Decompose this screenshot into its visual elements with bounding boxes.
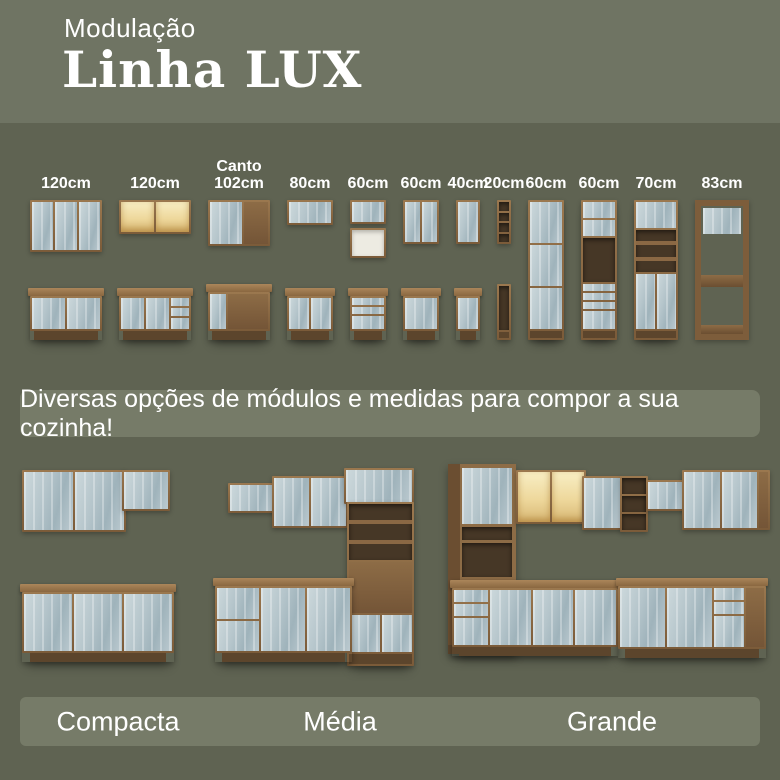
open-shelf <box>499 213 509 222</box>
base-cabinet-left <box>452 580 618 656</box>
module-graphic <box>30 200 102 340</box>
drawer-column <box>454 590 488 645</box>
module-graphic <box>350 200 386 340</box>
module-size-label: 20cm <box>483 175 525 193</box>
module-graphic <box>581 200 617 340</box>
module-80 <box>287 175 333 340</box>
lighted-interior <box>552 472 584 522</box>
header-band <box>0 0 780 123</box>
drawer-column <box>171 298 189 329</box>
counter-top <box>616 578 768 586</box>
glass-door <box>530 245 562 286</box>
module-120-2 <box>119 175 191 340</box>
lighted-wall-cabinet <box>516 470 586 524</box>
module-70-tall <box>634 175 678 340</box>
module-graphic <box>528 200 564 340</box>
plinth <box>407 331 435 340</box>
plinth <box>34 331 98 340</box>
module-graphic <box>403 200 439 340</box>
base-cabinet <box>403 288 439 340</box>
open-niche <box>462 543 512 577</box>
open-niche <box>583 238 615 282</box>
glass-door <box>490 590 531 645</box>
page-title: Linha LUX <box>62 40 363 99</box>
corner-panel <box>244 202 268 244</box>
module-graphic <box>497 200 511 340</box>
plinth <box>625 649 759 658</box>
niche-interior <box>352 230 384 256</box>
tall-tower <box>581 200 617 340</box>
kitchen-media <box>215 466 417 662</box>
glass-door <box>530 288 562 329</box>
wall-cabinet <box>344 468 414 504</box>
wood-shelf <box>636 257 676 261</box>
glass-door <box>405 298 437 329</box>
header-eyebrow: Modulação <box>64 13 196 43</box>
plinth <box>459 647 611 656</box>
plinth <box>460 331 476 340</box>
end-panel <box>759 472 768 528</box>
counter-top <box>20 584 176 592</box>
slim-base <box>497 284 511 340</box>
drawer-front <box>171 298 189 306</box>
open-shelf-tower <box>497 200 511 244</box>
drawer-base <box>350 288 386 340</box>
corner-base-cabinet <box>208 284 270 340</box>
wall-cabinet <box>272 476 348 528</box>
glass-door <box>210 202 242 244</box>
glass-door <box>722 472 758 528</box>
plinth <box>123 331 187 340</box>
wood-shelf <box>349 520 412 524</box>
module-60-tall-tower <box>578 175 620 340</box>
tall-shelf-tower <box>634 200 678 340</box>
open-shelf <box>499 234 509 243</box>
kitchen-compacta <box>22 466 194 662</box>
lighted-interior <box>156 202 189 232</box>
glass-door <box>349 615 380 652</box>
open-space <box>701 287 743 326</box>
module-60-niche <box>347 175 389 340</box>
module-graphic <box>287 200 333 340</box>
glass-door <box>210 294 226 329</box>
wall-cabinet <box>30 200 102 252</box>
module-40 <box>447 175 489 340</box>
kitchen-label-grande: Grande <box>566 706 658 736</box>
plinth <box>222 653 345 662</box>
drawer-front <box>171 308 189 316</box>
end-panel <box>746 588 764 647</box>
open-slot <box>462 527 512 540</box>
plinth <box>530 331 562 338</box>
glass-door <box>79 202 100 250</box>
module-size-label: 83cm <box>701 175 743 193</box>
glass-door <box>458 298 478 329</box>
tall-tower <box>347 502 414 666</box>
drawer-front <box>583 302 615 309</box>
glass-door <box>75 472 124 530</box>
glass-door <box>636 202 676 228</box>
glass-door <box>171 318 189 329</box>
microwave-niche <box>350 228 386 258</box>
drawer-front <box>454 604 488 616</box>
glass-door <box>74 594 122 651</box>
module-size-label: 80cm <box>289 175 331 193</box>
open-shelves <box>636 230 676 272</box>
doors <box>22 592 174 653</box>
drawer-front <box>583 293 615 300</box>
plinth <box>499 332 509 338</box>
glass-door <box>346 470 412 502</box>
glass-door <box>667 588 712 647</box>
glass-door <box>422 202 437 242</box>
counter-top <box>285 288 335 296</box>
wall-cabinet <box>646 480 686 511</box>
glass-door <box>124 594 172 651</box>
glass-door <box>684 472 720 528</box>
doors <box>30 296 102 331</box>
wood-shelf <box>701 275 743 287</box>
drawer-front <box>217 621 259 652</box>
drawer-front <box>454 618 488 645</box>
drawer-column <box>714 588 744 647</box>
kitchen-label-media: Média <box>303 706 377 736</box>
banner <box>20 384 760 442</box>
doors-and-drawers <box>618 586 766 649</box>
wall-cabinet <box>582 476 622 530</box>
wood-shelf <box>349 540 412 544</box>
counter-top <box>117 288 193 296</box>
glass-door <box>124 472 168 509</box>
glass-door <box>405 202 420 242</box>
base-cabinet-right <box>618 578 766 658</box>
glass-door <box>121 298 144 329</box>
lower-doors <box>349 615 412 652</box>
glass-door <box>533 590 574 645</box>
module-size-label: Canto 102cm <box>214 157 264 193</box>
doors <box>456 296 480 331</box>
base-cabinet <box>119 288 191 340</box>
drawer-front <box>352 298 384 305</box>
wall-cabinet <box>403 200 439 244</box>
plinth <box>30 653 166 662</box>
drawer-front <box>583 284 615 291</box>
plinth <box>583 331 615 338</box>
wall-group <box>350 200 386 258</box>
drawer-front <box>454 590 488 602</box>
open-space <box>701 236 743 275</box>
plinth <box>291 331 329 340</box>
glass-door <box>703 208 741 234</box>
wall-cabinet <box>22 470 126 532</box>
counter-top <box>348 288 388 296</box>
glass-door <box>636 274 655 329</box>
lighted-interior <box>121 202 154 232</box>
drawer-front <box>352 316 384 329</box>
doors-and-drawers <box>215 586 352 653</box>
glass-door <box>584 478 620 528</box>
lighted-interior <box>518 472 550 522</box>
base-band <box>701 325 743 334</box>
glass-door <box>67 298 100 329</box>
module-83-frame <box>695 175 749 340</box>
base-cabinet <box>215 578 352 662</box>
corner-open-shelves <box>620 476 648 532</box>
glass-door <box>24 594 72 651</box>
glass-door <box>458 202 478 242</box>
base-cabinet <box>456 288 480 340</box>
doors <box>403 296 439 331</box>
plinth <box>354 331 382 340</box>
counter-top <box>450 580 620 588</box>
glass-door <box>289 202 331 223</box>
wall-cabinet <box>456 200 480 244</box>
base-cabinet <box>30 288 102 340</box>
glass-door <box>55 202 76 250</box>
glass-door <box>620 588 665 647</box>
open-frame-tower <box>695 200 749 340</box>
base-cabinet <box>287 288 333 340</box>
drawer-front <box>714 602 744 614</box>
glass-door <box>382 615 413 652</box>
doors <box>287 296 333 331</box>
glass-door <box>32 298 65 329</box>
module-graphic <box>208 200 270 340</box>
glass-door <box>24 472 73 530</box>
open-slot <box>499 286 509 330</box>
wall-cabinet <box>228 483 276 513</box>
plinth <box>636 331 676 338</box>
modules-row <box>0 150 780 340</box>
module-graphic <box>695 200 749 340</box>
lighted-wall-cabinet <box>119 200 191 234</box>
glass-door <box>230 485 274 511</box>
glass-door <box>583 202 615 218</box>
open-shelf <box>622 514 646 530</box>
module-size-label: 60cm <box>525 175 567 193</box>
open-shelf <box>499 202 509 211</box>
wood-shelf <box>636 241 676 245</box>
glass-door <box>274 478 309 526</box>
counter-top <box>454 288 482 296</box>
glass-door <box>261 588 305 651</box>
module-120-1 <box>30 175 102 340</box>
module-graphic <box>119 200 191 340</box>
glass-door <box>657 274 676 329</box>
wood-band <box>349 562 412 613</box>
doors-and-drawers <box>452 588 618 647</box>
module-graphic <box>634 200 678 340</box>
module-canto-102 <box>208 158 270 340</box>
doors-and-drawers <box>119 296 191 331</box>
glass-door <box>307 588 351 651</box>
glass-door <box>289 298 309 329</box>
drawer-front <box>217 588 259 619</box>
module-20 <box>483 175 525 340</box>
module-size-label: 40cm <box>447 175 489 193</box>
kitchen-labels-bar <box>20 697 760 746</box>
drawer-column <box>217 588 259 651</box>
module-graphic <box>456 200 480 340</box>
module-60-tall-pantry <box>525 175 567 340</box>
glass-door <box>575 590 616 645</box>
base-cabinet <box>22 584 174 662</box>
open-shelves <box>349 504 412 560</box>
wall-cabinet <box>682 470 770 530</box>
module-size-label: 60cm <box>578 175 620 193</box>
counter-top <box>401 288 441 296</box>
wall-cabinet <box>122 470 170 511</box>
glass-door <box>583 311 615 329</box>
glass-door <box>311 298 331 329</box>
glass-door <box>530 202 562 243</box>
module-size-label: 120cm <box>130 175 180 193</box>
glass-door <box>352 202 384 222</box>
counter-top <box>28 288 104 296</box>
tall-pantry <box>528 200 564 340</box>
module-60-2 <box>400 175 442 340</box>
drawers <box>350 296 386 331</box>
corner-wall-cabinet <box>208 200 270 246</box>
lower-doors <box>636 274 676 329</box>
glass-door <box>462 468 512 524</box>
glass-door <box>32 202 53 250</box>
open-shelf <box>622 496 646 512</box>
counter-top <box>206 284 272 292</box>
drawer-front <box>352 307 384 314</box>
upper-doors <box>583 202 615 236</box>
module-size-label: 60cm <box>400 175 442 193</box>
open-shelf <box>622 478 646 494</box>
doors <box>208 292 270 331</box>
module-size-label: 60cm <box>347 175 389 193</box>
counter-top <box>213 578 354 586</box>
banner-text: Diversas opções de módulos e medidas para compor a sua cozinha! <box>20 384 679 442</box>
plinth <box>349 654 412 664</box>
corner-door <box>228 294 268 329</box>
glass-door <box>583 220 615 236</box>
wall-cabinet <box>350 200 386 224</box>
glass-door <box>146 298 169 329</box>
plinth <box>212 331 266 340</box>
glass-door <box>648 482 684 509</box>
module-size-label: 70cm <box>635 175 677 193</box>
glass-door <box>311 478 346 526</box>
kitchen-grande <box>448 464 766 664</box>
module-size-label: 120cm <box>41 175 91 193</box>
drawer-front <box>714 588 744 600</box>
wall-cabinet <box>287 200 333 225</box>
kitchen-label-compacta: Compacta <box>56 706 180 736</box>
open-shelf <box>499 223 509 232</box>
drawer-front <box>714 616 744 647</box>
